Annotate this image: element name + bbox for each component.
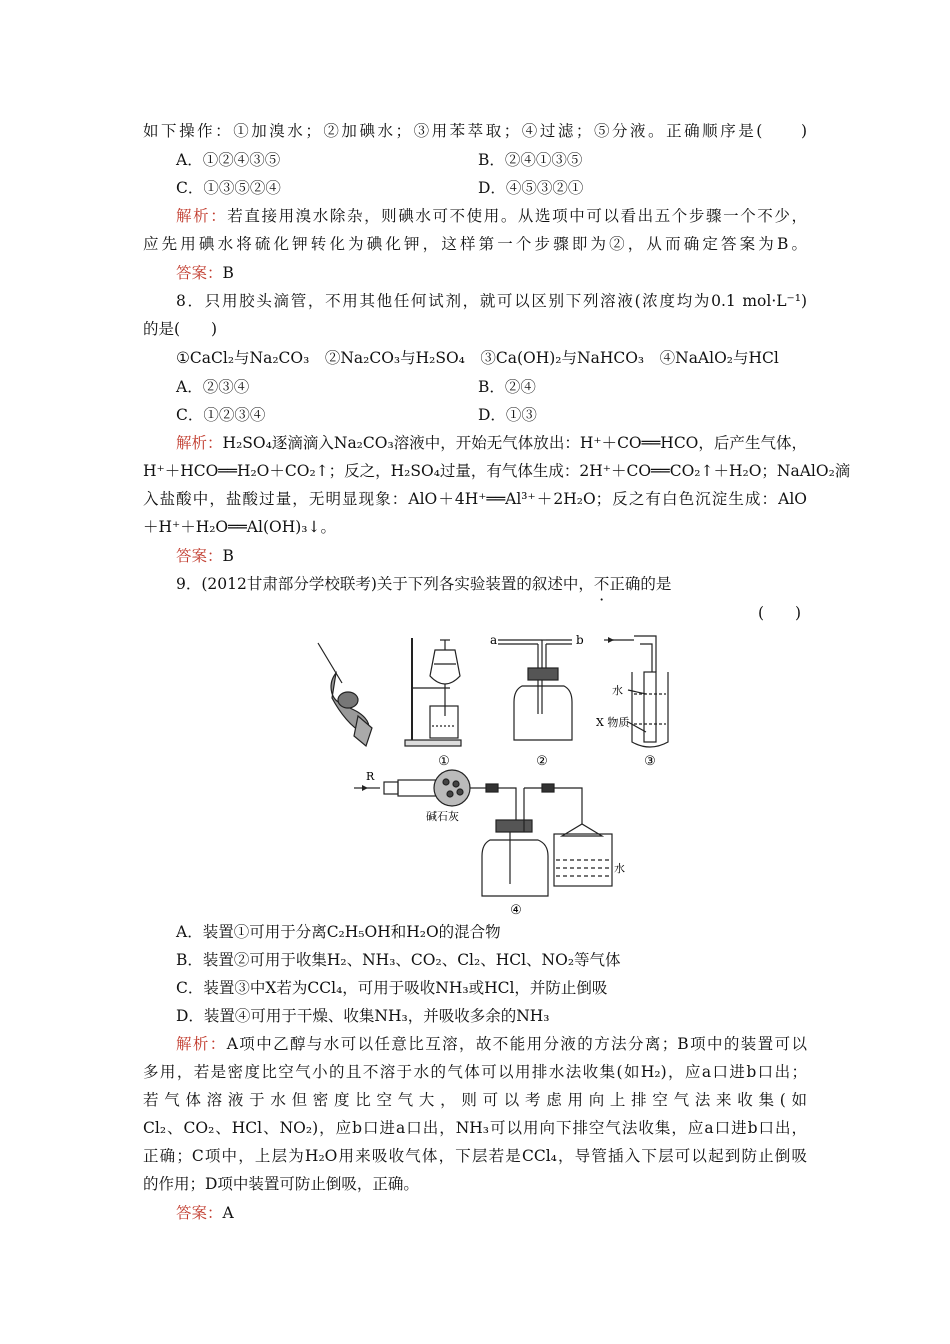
label-device-1: ① [438,754,450,769]
x-substance-label: X 物质 [596,716,630,729]
q9-analysis-line-6: 的作用；D项中装置可防止倒吸，正确。 [143,1175,419,1193]
q9-answer [176,1202,234,1224]
q8-analysis-text-1: H₂SO₄逐滴滴入Na₂CO₃溶液中，开始无气体放出：H⁺＋CO══HCO，后产生气体， [222,434,807,452]
drying-collection-setup [364,770,612,896]
q8-option-d: D．①③ [478,406,537,424]
q9-analysis-line-1 [176,1033,807,1055]
q9-option-d: D．装置④可用于干燥、收集NH₃，并吸收多余的NH₃ [176,1007,550,1025]
q9-analysis-text-1: A项中乙醇与水可以任意比互溶，故不能用分液的方法分离；B项中的装置可以 [226,1035,807,1053]
q7-stem: 如下操作：①加溴水；②加碘水；③用苯萃取；④过滤；⑤分液。正确顺序是( ) [143,122,807,140]
soda-lime-label: 碱石灰 [426,810,459,823]
q9-stem [176,573,671,595]
q7-analysis-line-1 [176,205,807,227]
q9-analysis-line-5: 正确；C项中，上层为H₂O用来吸收气体，下层若是CCl₄，导管插入下层可以起到防止倒吸 [143,1147,807,1165]
q9-answer-value: A [222,1204,234,1222]
q9-analysis-line-2: 多用，若是密度比空气小的且不溶于水的气体可以用排水法收集(如H₂)，应a口进b口出； [143,1063,807,1081]
q7-analysis-label: 解析： [176,207,228,225]
port-a-label: a [490,633,498,647]
separatory-funnel-handheld [318,643,372,746]
q9-stem-emphasis: 不 [593,575,610,593]
port-b-label: b [576,633,584,647]
q8-analysis-label: 解析： [176,434,223,452]
q8-stem-line-2: 的是( ) [143,320,218,338]
iron-stand [405,638,461,746]
label-device-2: ② [536,754,548,769]
q8-analysis-line-2: H⁺＋HCO══H₂O＋CO₂↑；反之，H₂SO₄过量，有气体生成：2H⁺＋CO══CO₂↑＋H₂O；NaAlO₂滴 [143,462,851,480]
q9-stem-post: 正确的是 [609,575,672,593]
water-label-3: 水 [612,684,623,697]
arrow-head-3 [608,637,614,643]
q9-analysis-line-3: 若气体溶液于水但密度比空气大，则可以考虑用向上排空气法来收集(如 [143,1091,807,1109]
q8-answer-label: 答案： [176,547,223,565]
q8-stem-line-1: 8．只用胶头滴管，不用其他任何试剂，就可以区别下列溶液(浓度均为0.1 mol·L⁻¹) [176,292,807,310]
q8-answer [176,545,234,567]
q7-option-a: A．①②④③⑤ [176,151,281,169]
label-device-3: ③ [644,754,656,769]
q8-choices: ①CaCl₂与Na₂CO₃ ②Na₂CO₃与H₂SO₄ ③Ca(OH)₂与NaHCO₃ ④NaAlO₂与HCl [176,349,779,367]
q7-answer-value: B [222,264,234,282]
label-device-4: ④ [510,903,522,918]
q8-analysis-line-3: 入盐酸中，盐酸过量，无明显现象：AlO＋4H⁺══Al³⁺＋2H₂O；反之有白色沉淀生成：AlO [143,490,807,508]
q8-option-b: B．②④ [478,378,536,396]
q7-option-c: C．①③⑤②④ [176,179,281,197]
q9-option-c: C．装置③中X若为CCl₄，可用于吸收NH₃或HCl，并防止倒吸 [176,979,608,997]
q9-analysis-line-4: Cl₂、CO₂、HCl、NO₂)，应b口进a口出，NH₃可以用向下排空气法收集，应a口进b口出， [143,1119,807,1137]
q8-answer-value: B [222,547,234,565]
q9-option-a: A．装置①可用于分离C₂H₅OH和H₂O的混合物 [176,923,501,941]
q8-option-c: C．①②③④ [176,406,266,424]
q7-answer [176,262,234,284]
q8-option-a: A．②③④ [176,378,250,396]
q8-analysis-line-4: ＋H⁺＋H₂O══Al(OH)₃↓。 [143,518,336,536]
q9-option-b: B．装置②可用于收集H₂、NH₃、CO₂、Cl₂、HCl、NO₂等气体 [176,951,621,969]
q9-stem-pre: 9．(2012甘肃部分学校联考)关于下列各实验装置的叙述中， [176,575,594,593]
q7-option-b: B．②④①③⑤ [478,151,583,169]
q7-analysis-line-2: 应先用碘水将硫化钾转化为碘化钾，这样第一个步骤即为②，从而确定答案为B。 [143,235,807,253]
apparatus-figure [310,628,680,918]
q7-option-d: D．④⑤③②① [478,179,584,197]
q7-analysis-text-1: 若直接用溴水除杂，则碘水可不使用。从选项中可以看出五个步骤一个不少， [227,207,807,225]
q9-answer-bracket: ( ) [758,604,802,622]
water-label-4: 水 [614,862,625,875]
q9-analysis-label: 解析： [176,1035,227,1053]
q9-answer-label: 答案： [176,1204,223,1222]
arrow-head-4 [362,785,368,791]
q8-analysis-line-1 [176,432,807,454]
gas-collection-bottle [498,640,572,740]
r-label: R [366,770,375,783]
q7-answer-label: 答案： [176,264,223,282]
